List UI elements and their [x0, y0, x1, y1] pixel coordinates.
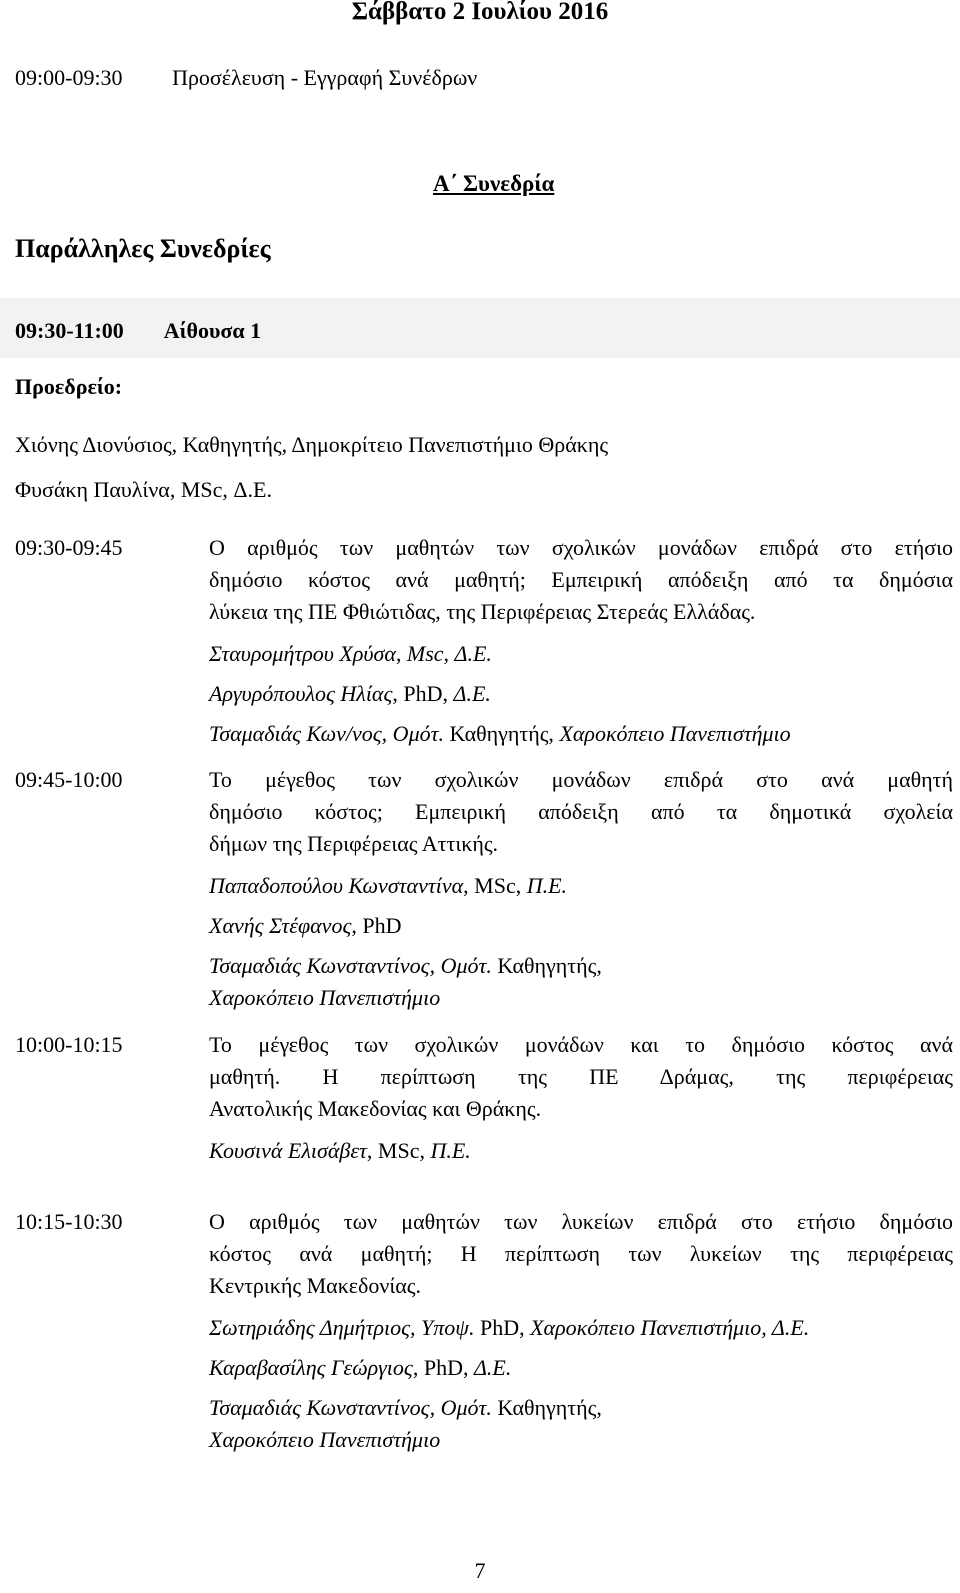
- author-line: [209, 1352, 953, 1384]
- parallel-heading: Παράλληλες Συνεδρίες: [15, 234, 271, 263]
- chair-member: Φυσάκη Παυλίνα, MSc, Δ.Ε.: [15, 477, 272, 502]
- author-list: [209, 1312, 953, 1456]
- talk-title-line: Ο αριθμός των μαθητών των λυκείων επιδρά στο ετήσιο δημόσιο: [209, 1209, 953, 1234]
- talk-title-line: Ο αριθμός των μαθητών των σχολικών μονάδων επιδρά στο ετήσιο: [209, 535, 953, 560]
- author-line: [209, 638, 953, 670]
- author-list: [209, 1135, 953, 1167]
- author-part: Τσαμαδιάς Κωνσταντίνος, Ομότ.: [209, 953, 498, 978]
- author-part: Τσαμαδιάς Κωνσταντίνος, Ομότ.: [209, 1395, 498, 1420]
- talk-body: [209, 1029, 953, 1167]
- talk-body: [209, 532, 953, 750]
- author-line: [209, 718, 953, 750]
- talk-title-line: κόστος ανά μαθητή; Η περίπτωση των λυκείων της περιφέρειας: [209, 1241, 953, 1266]
- author-part: Κουσινά Ελισάβετ: [209, 1138, 367, 1163]
- session-title: Α΄ Συνεδρία: [433, 171, 555, 196]
- page-number: 7: [474, 1558, 486, 1583]
- chair-heading: Προεδρείο:: [15, 374, 123, 399]
- author-part: Δ.Ε.: [453, 681, 491, 706]
- author-part: Χαροκόπειο Πανεπιστήμιο: [209, 1427, 441, 1452]
- author-part: Καραβασίλης Γεώργιος: [209, 1355, 413, 1380]
- room-name: Αίθουσα 1: [163, 318, 262, 343]
- talk-time: 09:45-10:00: [15, 767, 123, 792]
- author-part: Τσαμαδιάς Κων/νος, Ομότ.: [209, 721, 450, 746]
- author-list: [209, 638, 953, 750]
- talk-title-line: δημόσιο κόστος ανά μαθητή; Εμπειρική απόδειξη από τα δημόσια: [209, 567, 953, 592]
- talk-title-line: Το μέγεθος των σχολικών μονάδων επιδρά στο ανά μαθητή: [209, 767, 953, 792]
- author-part: Χαροκόπειο Πανεπιστήμιο, Δ.Ε.: [530, 1315, 810, 1340]
- author-line: [209, 1135, 953, 1167]
- author-part: PhD,: [479, 1315, 531, 1340]
- registration-row: [15, 62, 477, 94]
- author-line: [209, 1312, 953, 1344]
- author-part: Σωτηριάδης Δημήτριος, Υποψ.: [209, 1315, 480, 1340]
- author-line: [209, 1392, 629, 1456]
- author-list: [209, 870, 953, 1014]
- author-part: , PhD,: [392, 681, 454, 706]
- registration-label: Προσέλευση - Εγγραφή Συνέδρων: [172, 65, 478, 90]
- talk-time: 09:30-09:45: [15, 535, 123, 560]
- author-line: [209, 950, 629, 1014]
- talk-title-line: δήμων της Περιφέρειας Αττικής.: [209, 831, 499, 856]
- registration-time: 09:00-09:30: [15, 65, 123, 90]
- room-time: 09:30-11:00: [15, 318, 124, 343]
- author-line: [209, 910, 953, 942]
- talk-title-line: Ανατολικής Μακεδονίας και Θράκης.: [209, 1096, 542, 1121]
- author-part: Καθηγητής,: [497, 1395, 602, 1420]
- author-part: , PhD,: [412, 1355, 474, 1380]
- talk-time: 10:00-10:15: [15, 1032, 123, 1057]
- author-part: Π.Ε.: [526, 873, 568, 898]
- author-part: , MSc,: [463, 873, 527, 898]
- author-part: , PhD: [351, 913, 402, 938]
- talk-body: [209, 764, 953, 1014]
- author-line: [209, 870, 953, 902]
- talk-title-line: μαθητή. Η περίπτωση της ΠΕ Δράμας, της περιφέρειας: [209, 1064, 953, 1089]
- author-part: Καθηγητής,: [497, 953, 602, 978]
- author-part: Χανής Στέφανος: [209, 913, 352, 938]
- page-title: Σάββατο 2 Ιουλίου 2016: [351, 0, 609, 25]
- room-row: [15, 315, 261, 347]
- talk-title-line: δημόσιο κόστος; Εμπειρική απόδειξη από τα δημοτικά σχολεία: [209, 799, 953, 824]
- author-part: Π.Ε.: [430, 1138, 471, 1163]
- author-part: Χαροκόπειο Πανεπιστήμιο: [209, 985, 441, 1010]
- author-part: Αργυρόπουλος Ηλίας: [209, 681, 393, 706]
- author-part: Σταυρομήτρου Χρύσα, Msc, Δ.Ε.: [209, 641, 492, 666]
- author-line: [209, 678, 953, 710]
- chair-member: Χιόνης Διονύσιος, Καθηγητής, Δημοκρίτειο Πανεπιστήμιο Θράκης: [15, 432, 609, 457]
- author-part: , MSc,: [366, 1138, 431, 1163]
- author-part: Παπαδοπούλου Κωνσταντίνα: [209, 873, 464, 898]
- author-part: Καθηγητής,: [449, 721, 560, 746]
- talk-title-line: λύκεια της ΠΕ Φθιώτιδας, της Περιφέρειας Στερεάς Ελλάδας.: [209, 599, 756, 624]
- talk-title-line: Κεντρικής Μακεδονίας.: [209, 1273, 421, 1298]
- author-part: Δ.Ε.: [473, 1355, 512, 1380]
- talk-title-line: Το μέγεθος των σχολικών μονάδων και το δημόσιο κόστος ανά: [209, 1032, 953, 1057]
- talk-body: [209, 1206, 953, 1456]
- talk-time: 10:15-10:30: [15, 1209, 123, 1234]
- author-part: Χαροκόπειο Πανεπιστήμιο: [559, 721, 791, 746]
